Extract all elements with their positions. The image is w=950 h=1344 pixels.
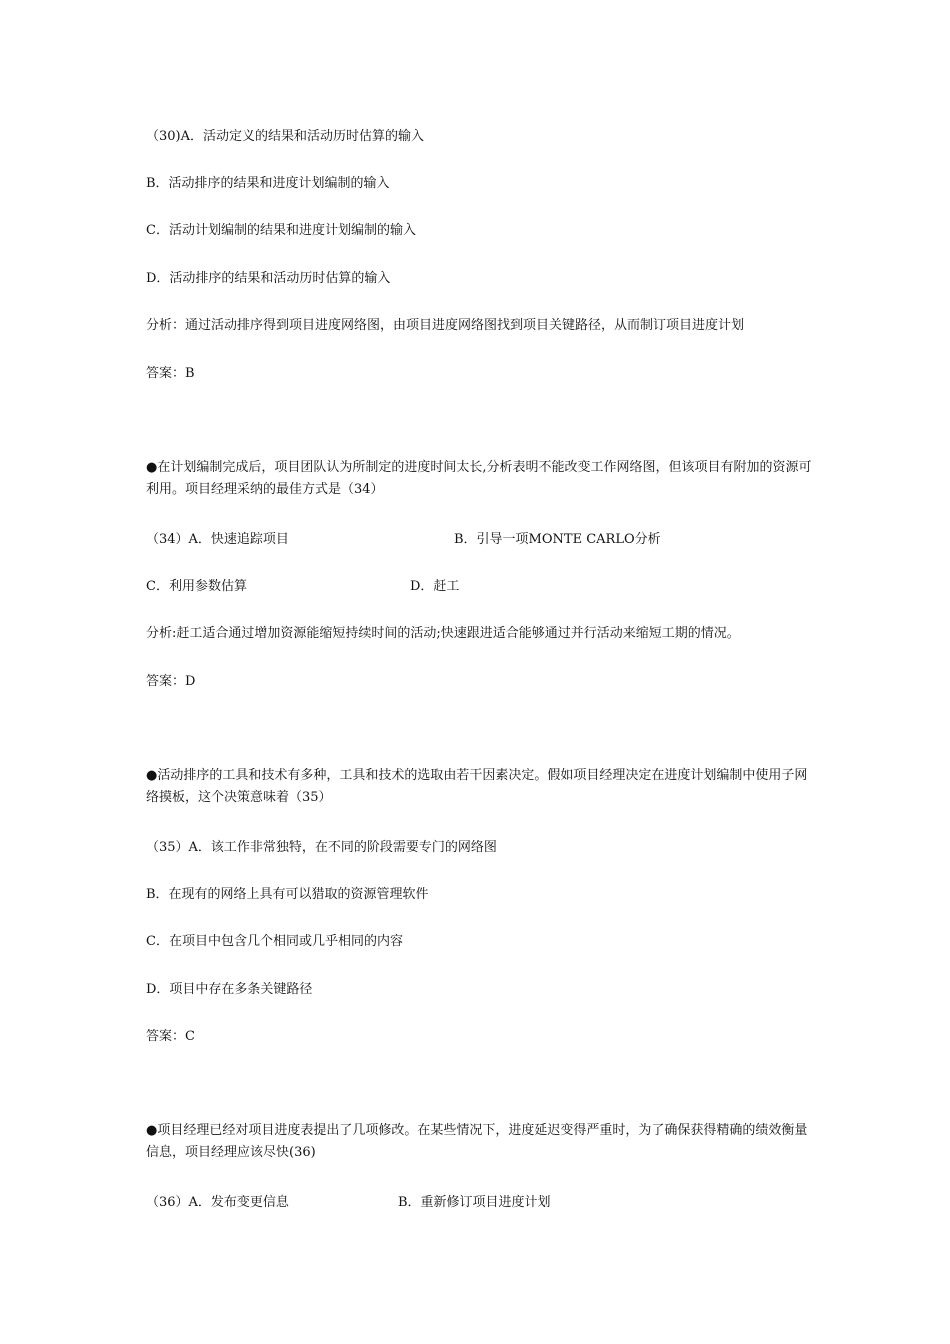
q34-option-b: B．引导一项MONTE CARLO分析 [454,532,661,547]
q30-answer: 答案：B [146,366,195,381]
q34-stem: ●在计划编制完成后，项目团队认为所制定的进度时间太长,分析表明不能改变工作网络图，但该项目有附加的资源可利用。项目经理采纳的最佳方式是（34） [146,460,812,497]
q30-option-d: D．活动排序的结果和活动历时估算的输入 [146,271,391,286]
q34-option-a: （34）A．快速追踪项目 [146,532,289,547]
q34-answer: 答案：D [146,674,196,689]
q35-stem: ●活动排序的工具和技术有多种，工具和技术的选取由若干因素决定。假如项目经理决定在进度计划编制中使用子网络摸板，这个决策意味着（35） [146,768,808,805]
q30-option-a: （30)A．活动定义的结果和活动历时估算的输入 [146,129,425,144]
q35-option-a: （35）A．该工作非常独特，在不同的阶段需要专门的网络图 [146,840,497,855]
q36-option-a: （36）A．发布变更信息 [146,1195,289,1210]
q30-option-b: B．活动排序的结果和进度计划编制的输入 [146,176,390,191]
q30-analysis: 分析：通过活动排序得到项目进度网络图，由项目进度网络图找到项目关键路径，从而制订项目进度计划 [146,318,745,333]
q35-answer: 答案：C [146,1029,195,1044]
q35-option-c: C．在项目中包含几个相同或几乎相同的内容 [146,934,403,949]
q35-option-b: B．在现有的网络上具有可以猎取的资源管理软件 [146,887,429,902]
q30-option-c: C．活动计划编制的结果和进度计划编制的输入 [146,223,416,238]
q34-option-d: D．赶工 [410,579,460,594]
q34-option-c: C．利用参数估算 [146,579,247,594]
q34-analysis: 分析:赶工适合通过增加资源能缩短持续时间的活动;快速跟进适合能够通过并行活动来缩短工期的情况。 [146,626,740,641]
q35-option-d: D．项目中存在多条关键路径 [146,982,313,997]
q36-stem: ●项目经理已经对项目进度表提出了几项修改。在某些情况下，进度延迟变得严重时，为了确保获得精确的绩效衡量信息，项目经理应该尽快(36) [146,1123,808,1160]
q36-option-b: B．重新修订项目进度计划 [398,1195,551,1210]
